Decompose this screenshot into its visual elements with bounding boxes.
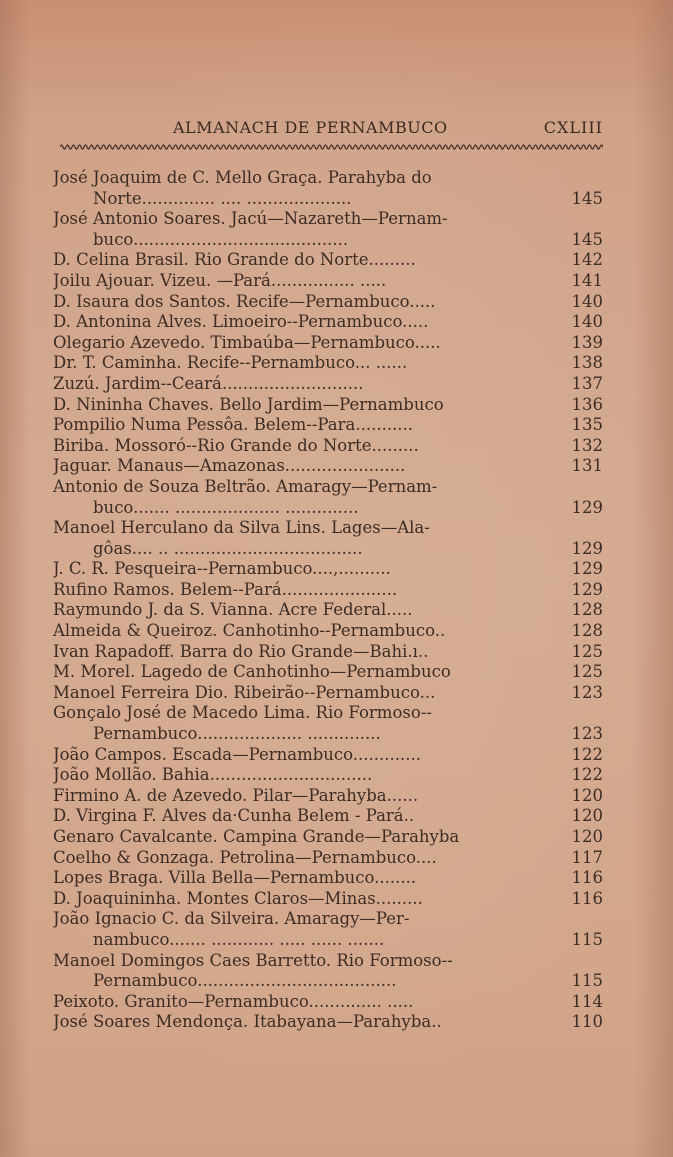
page-edge-shadow-left xyxy=(0,0,30,1157)
entry-page-number: 132 xyxy=(571,435,603,455)
entry-page-number: 114 xyxy=(571,991,603,1011)
entry-name-place: José Soares Mendonça. Itabayana—Parahyba.. xyxy=(53,1012,442,1032)
entry-page-number: 120 xyxy=(571,806,603,826)
entry-page-number: 128 xyxy=(571,621,603,641)
entry-name-place: Pompilio Numa Pessôa. Belem--Para........... xyxy=(53,415,414,435)
entry-name-place: D. Antonina Alves. Limoeiro--Pernambuco..... xyxy=(53,312,429,332)
list-item xyxy=(53,786,613,807)
list-item xyxy=(53,353,613,374)
running-title: ALMANACH DE PERNAMBUCO xyxy=(173,118,448,137)
list-item xyxy=(53,827,613,848)
list-item xyxy=(53,250,613,271)
entry-page-number: 138 xyxy=(571,353,603,373)
list-item xyxy=(53,271,613,292)
entry-name-place: Joilu Ajouar. Vizeu. —Pará................ ..... xyxy=(53,270,387,290)
entry-page-number: 129 xyxy=(571,497,603,517)
entry-continuation: Pernambuco.................... .............. xyxy=(93,724,381,744)
entry-page-number: 116 xyxy=(571,888,603,908)
entry-page-number: 125 xyxy=(571,641,603,661)
entry-name-place: Genaro Cavalcante. Campina Grande—Parahyba xyxy=(53,827,460,846)
entry-name-place: João Mollão. Bahia............................... xyxy=(53,765,373,785)
wavy-rule-divider xyxy=(60,142,603,152)
entry-page-number: 140 xyxy=(571,291,603,311)
entry-name-place: Dr. T. Caminha. Recife--Pernambuco... ...... xyxy=(53,353,408,373)
entry-name-place: Coelho & Gonzaga. Petrolina—Pernambuco.... xyxy=(53,847,437,867)
list-item xyxy=(53,951,613,992)
list-item xyxy=(53,889,613,910)
entry-page-number: 142 xyxy=(571,250,603,270)
entry-name-place: D. Celina Brasil. Rio Grande do Norte......... xyxy=(53,250,416,270)
page-number: CXLIII xyxy=(543,118,603,137)
entry-name-place: Peixoto. Granito—Pernambuco.............. ..... xyxy=(53,991,414,1011)
list-item xyxy=(53,559,613,580)
entry-continuation: nambuco....... ............ ..... ...... ....... xyxy=(93,929,385,949)
entry-name-place: D. Virgina F. Alves da·Cunha Belem - Pará.. xyxy=(53,806,415,826)
list-item xyxy=(53,868,613,889)
entry-name-place: Olegario Azevedo. Timbaúba—Pernambuco..... xyxy=(53,332,441,352)
entry-page-number: 129 xyxy=(571,579,603,599)
entry-continuation: Pernambuco...................................... xyxy=(93,971,397,991)
list-item xyxy=(53,292,613,313)
entry-page-number: 145 xyxy=(571,188,603,208)
entry-name-place: José Antonio Soares. Jacú—Nazareth—Pernam- xyxy=(53,209,448,229)
entry-page-number: 123 xyxy=(571,724,603,744)
page-header xyxy=(60,118,605,142)
entry-name-place: D. Joaquininha. Montes Claros—Minas......... xyxy=(53,888,423,908)
entry-page-number: 115 xyxy=(571,971,603,991)
entry-page-number: 120 xyxy=(571,785,603,805)
list-item xyxy=(53,518,613,559)
entry-name-place: Antonio de Souza Beltrão. Amaragy—Pernam- xyxy=(53,476,438,496)
entry-page-number: 128 xyxy=(571,600,603,620)
list-item xyxy=(53,600,613,621)
entry-page-number: 116 xyxy=(571,868,603,888)
list-item xyxy=(53,683,613,704)
entry-name-place: M. Morel. Lagedo de Canhotinho—Pernambuco xyxy=(53,662,451,682)
entry-page-number: 145 xyxy=(571,229,603,249)
list-item xyxy=(53,848,613,869)
list-item xyxy=(53,374,613,395)
entry-page-number: 139 xyxy=(571,332,603,352)
entry-page-number: 120 xyxy=(571,827,603,846)
entry-continuation: buco......................................... xyxy=(93,229,349,249)
list-item xyxy=(53,992,613,1013)
entry-name-place: Manoel Herculano da Silva Lins. Lages—Ala- xyxy=(53,518,430,538)
entry-name-place: Raymundo J. da S. Vianna. Acre Federal..... xyxy=(53,600,413,620)
entry-page-number: 129 xyxy=(571,559,603,579)
list-item xyxy=(53,477,613,518)
entry-page-number: 122 xyxy=(571,765,603,785)
list-item xyxy=(53,436,613,457)
entry-page-number: 123 xyxy=(571,682,603,702)
entry-name-place: Manoel Domingos Caes Barretto. Rio Formoso-- xyxy=(53,950,453,970)
entry-name-place: João Campos. Escada—Pernambuco............. xyxy=(53,744,421,764)
list-item xyxy=(53,333,613,354)
entry-name-place: D. Isaura dos Santos. Recife—Pernambuco..... xyxy=(53,291,436,311)
list-item xyxy=(53,806,613,827)
entry-name-place: João Ignacio C. da Silveira. Amaragy—Per- xyxy=(53,909,410,929)
entry-name-place: Jaguar. Manaus—Amazonas....................... xyxy=(53,456,406,476)
list-item xyxy=(53,765,613,786)
list-item xyxy=(53,703,613,744)
list-item xyxy=(53,312,613,333)
entry-page-number: 117 xyxy=(571,847,603,867)
entry-name-place: J. C. R. Pesqueira--Pernambuco....,.......... xyxy=(53,559,391,579)
entry-page-number: 122 xyxy=(571,744,603,764)
entry-page-number: 115 xyxy=(571,929,603,949)
entry-page-number: 125 xyxy=(571,662,603,682)
entry-name-place: Ivan Rapadoff. Barra do Rio Grande—Bahi.ı.. xyxy=(53,641,429,661)
list-item xyxy=(53,1012,613,1033)
list-item xyxy=(53,209,613,250)
subscriber-list xyxy=(53,168,613,1033)
entry-continuation: Norte.............. .... .................... xyxy=(93,188,352,208)
list-item xyxy=(53,415,613,436)
list-item xyxy=(53,456,613,477)
list-item xyxy=(53,395,613,416)
entry-page-number: 140 xyxy=(571,312,603,332)
entry-page-number: 131 xyxy=(571,456,603,476)
entry-name-place: Rufino Ramos. Belem--Pará...................... xyxy=(53,579,398,599)
page-edge-shadow-right xyxy=(633,0,673,1157)
entry-page-number: 129 xyxy=(571,538,603,558)
entry-continuation: gôas.... .. .................................... xyxy=(93,538,363,558)
entry-name-place: Firmino A. de Azevedo. Pilar—Parahyba...... xyxy=(53,785,419,805)
entry-page-number: 110 xyxy=(571,1012,603,1032)
entry-page-number: 136 xyxy=(571,394,603,414)
entry-name-place: D. Nininha Chaves. Bello Jardim—Pernambuco xyxy=(53,394,444,414)
entry-name-place: Zuzú. Jardim--Ceará........................... xyxy=(53,373,364,393)
list-item xyxy=(53,168,613,209)
list-item xyxy=(53,642,613,663)
entry-name-place: Almeida & Queiroz. Canhotinho--Pernambuco.. xyxy=(53,621,446,641)
entry-name-place: Manoel Ferreira Dio. Ribeirão--Pernambuco... xyxy=(53,682,436,702)
entry-name-place: Lopes Braga. Villa Bella—Pernambuco........ xyxy=(53,868,417,888)
list-item xyxy=(53,662,613,683)
list-item xyxy=(53,621,613,642)
entry-name-place: Biriba. Mossoró--Rio Grande do Norte......... xyxy=(53,435,419,455)
list-item xyxy=(53,909,613,950)
entry-continuation: buco....... .................... .............. xyxy=(93,497,359,517)
list-item xyxy=(53,745,613,766)
entry-page-number: 137 xyxy=(571,373,603,393)
entry-name-place: Gonçalo José de Macedo Lima. Rio Formoso-- xyxy=(53,703,432,723)
entry-name-place: José Joaquim de C. Mello Graça. Parahyba do xyxy=(53,168,432,187)
list-item xyxy=(53,580,613,601)
entry-page-number: 141 xyxy=(571,270,603,290)
entry-page-number: 135 xyxy=(571,415,603,435)
